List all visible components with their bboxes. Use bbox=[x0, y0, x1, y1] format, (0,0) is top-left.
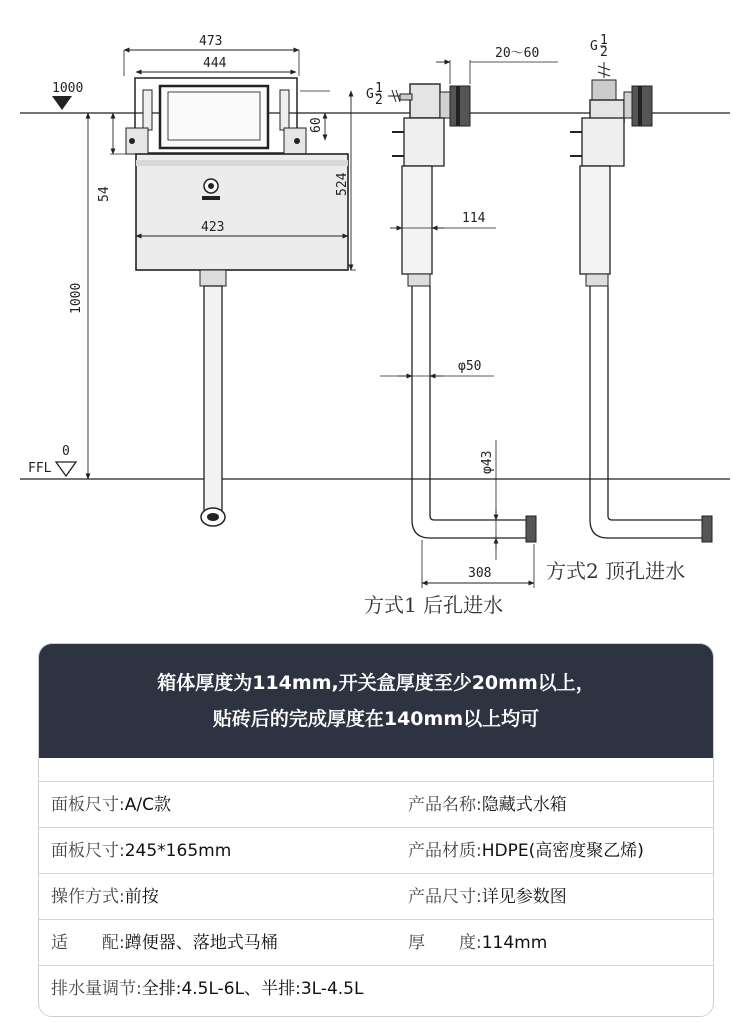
dim-114: 114 bbox=[462, 211, 486, 226]
svg-text:FFL: FFL bbox=[28, 461, 52, 476]
svg-text:1: 1 bbox=[375, 81, 383, 96]
side-view-top-inlet bbox=[546, 33, 712, 583]
spec-row bbox=[39, 965, 713, 1012]
spec-key: 产品尺寸: bbox=[408, 887, 482, 907]
spec-value: 245*165mm bbox=[124, 841, 232, 861]
side-view-rear-inlet bbox=[364, 46, 558, 617]
level-marker-ffl bbox=[28, 444, 76, 476]
spec-row bbox=[39, 919, 713, 966]
g-label-2: G bbox=[590, 39, 598, 54]
spec-value: 详见参数图 bbox=[481, 887, 567, 907]
dim-phi50: φ50 bbox=[458, 359, 482, 374]
spec-key: 面板尺寸: bbox=[51, 795, 125, 815]
spec-panel bbox=[38, 643, 714, 1017]
spec-row bbox=[39, 827, 713, 874]
spec-key: 排水量调节: bbox=[51, 979, 142, 999]
caption-mode-1: 方式1 后孔进水 bbox=[364, 593, 504, 617]
spec-value: 全排:4.5L-6L、半排:3L-4.5L bbox=[141, 979, 364, 999]
spec-row bbox=[39, 781, 713, 828]
spec-value: 114mm bbox=[481, 933, 548, 953]
spec-value: A/C款 bbox=[124, 795, 171, 815]
level-marker-1000 bbox=[52, 81, 83, 110]
svg-text:2: 2 bbox=[600, 45, 608, 60]
dim-1000: 1000 bbox=[69, 282, 84, 314]
headline-line-1: 箱体厚度为114mm,开关盒厚度至少20mm以上， bbox=[157, 672, 595, 694]
spec-key: 厚 度: bbox=[408, 933, 482, 953]
svg-text:1: 1 bbox=[600, 33, 608, 48]
headline-line-2: 贴砖后的完成厚度在140mm以上均可 bbox=[212, 708, 540, 730]
dim-phi43: φ43 bbox=[480, 450, 495, 474]
caption-mode-2: 方式2 顶孔进水 bbox=[546, 559, 686, 583]
spec-value: HDPE(高密度聚乙烯) bbox=[481, 841, 644, 861]
spec-key: 操作方式: bbox=[51, 887, 125, 907]
svg-text:0: 0 bbox=[62, 444, 70, 459]
spec-key: 产品材质: bbox=[408, 841, 482, 861]
spec-key: 适 配: bbox=[51, 933, 125, 953]
front-view bbox=[69, 34, 356, 526]
dim-60: 60 bbox=[309, 117, 324, 133]
svg-text:1000: 1000 bbox=[52, 81, 84, 96]
dim-444: 444 bbox=[203, 56, 227, 71]
spec-key: 产品名称: bbox=[408, 795, 482, 815]
dim-20-60: 20～60 bbox=[495, 46, 540, 61]
dim-524: 524 bbox=[335, 172, 350, 196]
spec-value: 前按 bbox=[124, 887, 159, 907]
dim-423: 423 bbox=[201, 220, 225, 235]
dim-473: 473 bbox=[199, 34, 223, 49]
svg-text:2: 2 bbox=[375, 93, 383, 108]
panel-headline bbox=[39, 644, 713, 758]
spec-value: 蹲便器、落地式马桶 bbox=[124, 933, 278, 953]
g-label-1: G bbox=[366, 87, 374, 102]
dim-54: 54 bbox=[97, 186, 112, 202]
dim-308: 308 bbox=[468, 566, 492, 581]
spec-row bbox=[39, 873, 713, 920]
spec-value: 隐藏式水箱 bbox=[481, 795, 567, 815]
spec-key: 面板尺寸: bbox=[51, 841, 125, 861]
